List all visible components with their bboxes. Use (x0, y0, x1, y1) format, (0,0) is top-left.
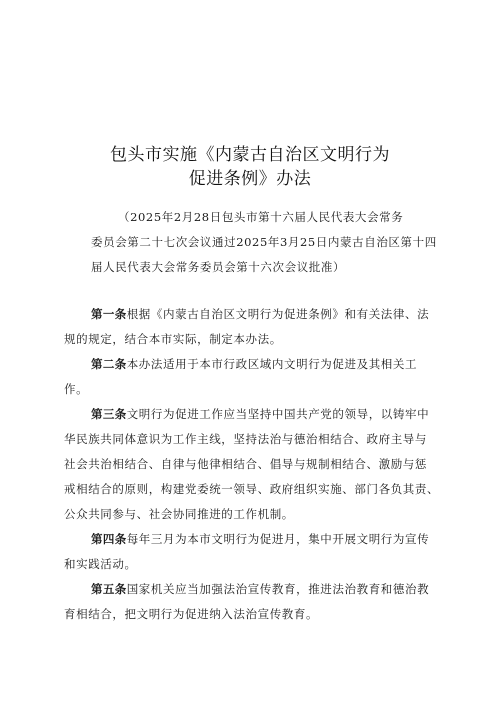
article-5-line-2: 育相结合，把文明行为促进纳入法治宣传教育。 (64, 607, 319, 621)
adoption-note-line-1: （2025年2月28日包头市第十六届人民代表大会常务 (118, 210, 404, 224)
article-3-line-4: 戒相结合的原则，构建党委统一领导、政府组织实施、部门各负其责、 (64, 482, 440, 496)
article-3-line-1 (91, 407, 429, 421)
article-4-heading: 第四条 (91, 532, 127, 546)
article-3-line-5: 公众共同参与、社会协同推进的工作机制。 (64, 507, 294, 521)
article-3-line-3: 社会共治相结合、自律与他律相结合、倡导与规制相结合、激励与惩 (64, 457, 427, 471)
article-3-heading: 第三条 (91, 407, 127, 421)
article-2-line-2: 作。 (64, 382, 89, 396)
article-4-text: 每年三月为本市文明行为促进月，集中开展文明行为宣传 (126, 532, 430, 546)
article-1-heading: 第一条 (91, 307, 127, 321)
article-1-text: 根据《内蒙古自治区文明行为促进条例》和有关法律、法 (126, 307, 430, 321)
adoption-note-line-3: 届人民代表大会常务委员会第十六次会议批准） (91, 260, 346, 274)
article-1-line-2: 规的规定，结合本市实际，制定本办法。 (64, 332, 282, 346)
article-1-line-1 (91, 307, 429, 321)
article-2-heading: 第二条 (91, 357, 127, 371)
document-title-line-2: 促进条例》办法 (188, 169, 312, 189)
article-5-text: 国家机关应当加强法治宣传教育，推进法治教育和德治教 (126, 582, 430, 596)
article-3-line-2: 华民族共同体意识为工作主线，坚持法治与德治相结合、政府主导与 (64, 432, 427, 446)
article-2-text: 本办法适用于本市行政区域内文明行为促进及其相关工 (126, 357, 418, 371)
article-4-line-2: 和实践活动。 (64, 557, 137, 571)
article-5-heading: 第五条 (91, 582, 127, 596)
article-4-line-1 (91, 532, 429, 546)
adoption-note-line-2: 委员会第二十七次会议通过2025年3月25日内蒙古自治区第十四 (91, 235, 437, 249)
article-2-line-1 (91, 357, 417, 371)
document-title-line-1: 包头市实施《内蒙古自治区文明行为 (110, 145, 390, 165)
article-5-line-1 (91, 582, 429, 596)
article-3-text: 文明行为促进工作应当坚持中国共产党的领导，以铸牢中 (126, 407, 430, 421)
